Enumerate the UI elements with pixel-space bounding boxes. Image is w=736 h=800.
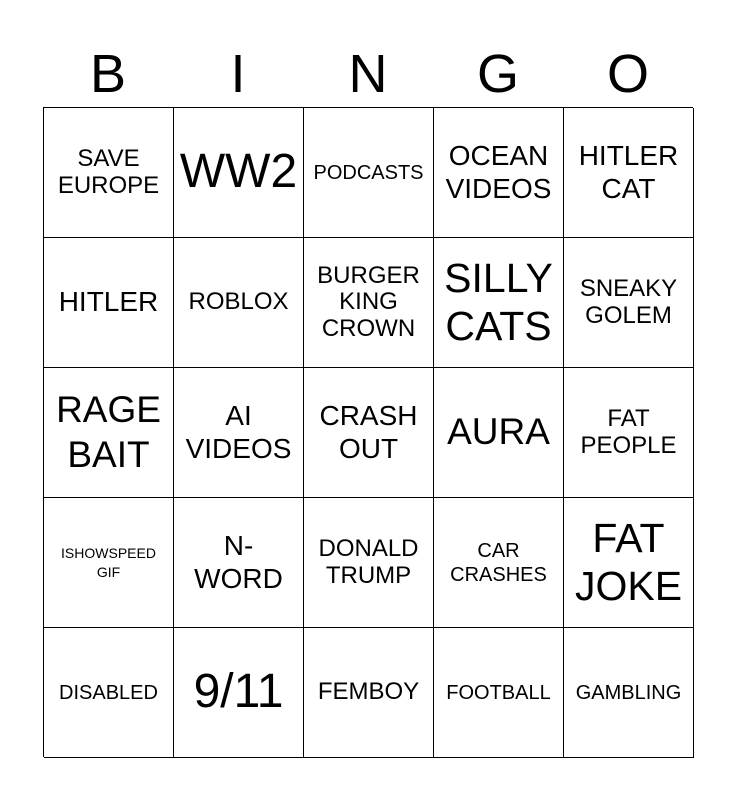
cell-label: WW2 [179,145,298,199]
bingo-cell[interactable] [434,238,564,368]
cell-label: GAMBLING [575,681,682,704]
bingo-cell[interactable] [174,108,304,238]
header-letter-g: G [476,44,519,104]
cell-label: AURA [447,411,550,453]
cell-label: DONALD TRUMP [318,535,419,589]
bingo-cell[interactable] [44,108,174,238]
bingo-cell[interactable] [304,368,434,498]
cell-label: ROBLOX [188,288,289,316]
bingo-cell[interactable] [434,628,564,758]
cell-label: SNEAKY GOLEM [579,275,678,329]
cell-label: SILLY CATS [444,255,553,349]
header-letter-n: N [348,44,388,104]
header-letter-o: O [606,44,649,104]
cell-label: 9/11 [193,665,284,719]
header-letter-i: I [230,44,246,104]
cell-label: HITLER CAT [578,140,679,204]
bingo-cell[interactable] [44,628,174,758]
bingo-cell[interactable] [564,368,694,498]
cell-label: BURGER KING CROWN [317,261,420,342]
bingo-cell[interactable] [564,498,694,628]
bingo-cell[interactable] [304,108,434,238]
cell-label: N- WORD [194,530,283,594]
bingo-cell[interactable] [174,498,304,628]
bingo-cell[interactable] [44,368,174,498]
bingo-cell[interactable] [434,368,564,498]
cell-label: CAR CRASHES [450,539,547,586]
bingo-cell[interactable] [564,238,694,368]
cell-label: DISABLED [59,681,158,704]
cell-label: FOOTBALL [446,681,551,704]
bingo-header [43,40,693,108]
header-letter-b: B [89,44,127,104]
bingo-cell[interactable] [434,498,564,628]
bingo-cell[interactable] [304,238,434,368]
cell-label: RAGE BAIT [56,389,161,475]
cell-label: CRASH OUT [319,400,418,464]
bingo-cell[interactable] [304,498,434,628]
bingo-cell[interactable] [304,628,434,758]
cell-label: FAT JOKE [574,515,683,609]
bingo-cell[interactable] [174,368,304,498]
cell-label: PODCASTS [313,161,424,184]
bingo-cell[interactable] [564,628,694,758]
bingo-board [43,107,693,757]
bingo-cell[interactable] [174,238,304,368]
cell-label: AI VIDEOS [185,400,292,464]
cell-label: HITLER [58,286,159,318]
bingo-cell[interactable] [434,108,564,238]
cell-label: SAVE EUROPE [57,145,160,199]
bingo-cell[interactable] [44,238,174,368]
bingo-cell[interactable] [44,498,174,628]
bingo-cell[interactable] [174,628,304,758]
cell-label: OCEAN VIDEOS [445,140,552,204]
bingo-cell[interactable] [564,108,694,238]
cell-label: FAT PEOPLE [580,405,677,459]
cell-label: FEMBOY [317,678,420,706]
cell-label: ISHOWSPEED GIF [61,545,156,580]
